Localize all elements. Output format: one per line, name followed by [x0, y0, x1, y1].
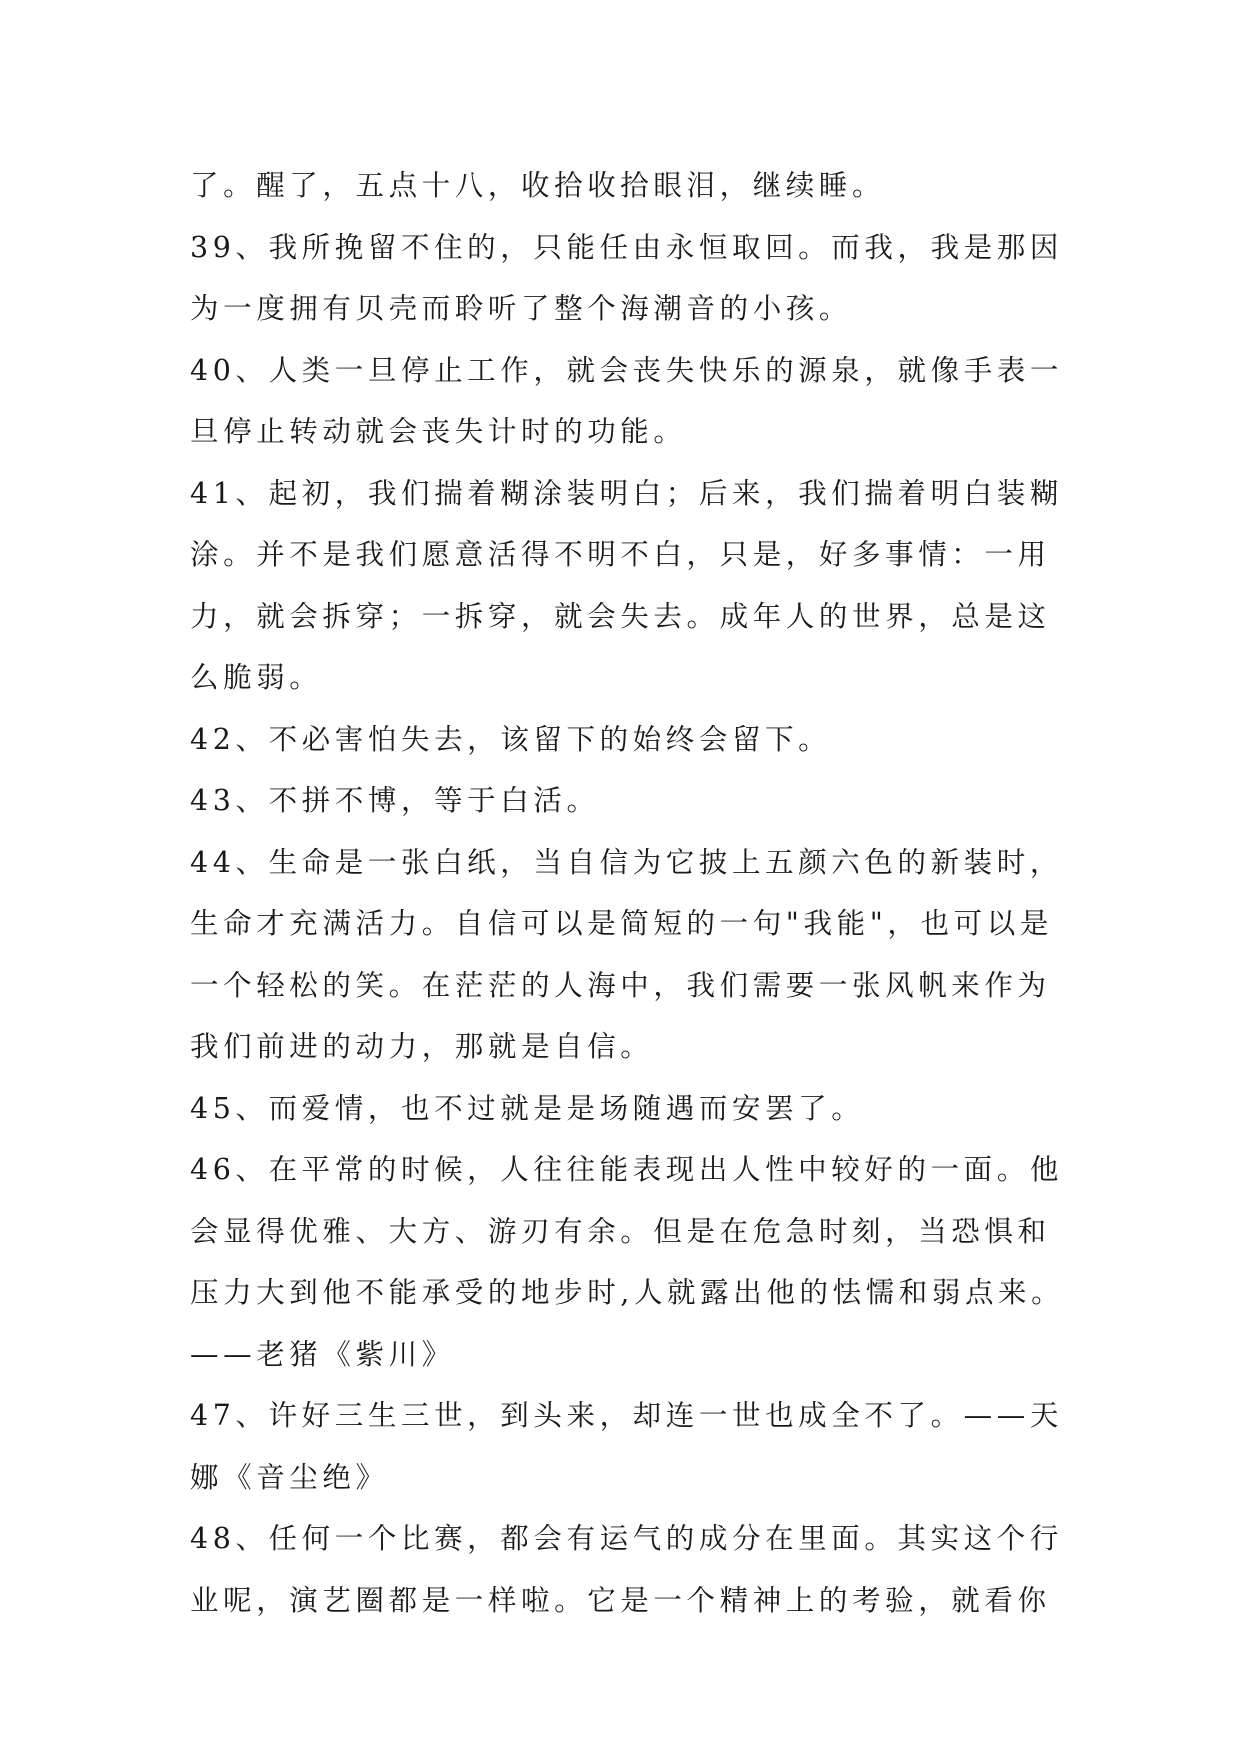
text-line: 为一度拥有贝壳而聆听了整个海潮音的小孩。 [190, 292, 853, 325]
text-line: 40、人类一旦停止工作，就会丧失快乐的源泉，就像手表一 [190, 353, 1063, 387]
text-line: 会显得优雅、大方、游刃有余。但是在危急时刻，当恐惧和 [190, 1214, 1051, 1248]
text-line: 涂。并不是我们愿意活得不明不白，只是，好多事情：一用 [190, 538, 1051, 571]
text-line: 压力大到他不能承受的地步时,人就露出他的怯懦和弱点来。 [190, 1276, 1065, 1309]
text-line: 46、在平常的时候，人往往能表现出人性中较好的一面。他 [190, 1153, 1063, 1186]
text-line: 旦停止转动就会丧失计时的功能。 [190, 415, 687, 448]
text-line: 么脆弱。 [190, 661, 323, 694]
text-line: 44、生命是一张白纸，当自信为它披上五颜六色的新装时， [190, 845, 1063, 879]
text-line: 一个轻松的笑。在茫茫的人海中，我们需要一张风帆来作为 [190, 968, 1051, 1002]
text-line: 了。醒了，五点十八，收拾收拾眼泪，继续睡。 [190, 169, 886, 202]
text-line: 42、不必害怕失去，该留下的始终会留下。 [190, 722, 832, 756]
text-line: 39、我所挽留不住的，只能任由永恒取回。而我，我是那因 [190, 230, 1063, 264]
text-line: 41、起初，我们揣着糊涂装明白；后来，我们揣着明白装糊 [190, 476, 1063, 510]
text-line: ——老猪《紫川》 [190, 1337, 455, 1371]
text-line: 生命才充满活力。自信可以是简短的一句"我能"，也可以是 [190, 907, 1053, 940]
document-body [190, 155, 1070, 1631]
text-line: 力，就会拆穿；一拆穿，就会失去。成年人的世界，总是这 [190, 599, 1051, 633]
text-line: 48、任何一个比赛，都会有运气的成分在里面。其实这个行 [190, 1522, 1063, 1555]
text-line: 我们前进的动力，那就是自信。 [190, 1030, 654, 1063]
text-line: 43、不拼不博，等于白活。 [190, 784, 600, 817]
text-line: 娜《音尘绝》 [190, 1460, 389, 1494]
text-line: 45、而爱情，也不过就是是场随遇而安罢了。 [190, 1091, 865, 1125]
text-line: 业呢，演艺圈都是一样啦。它是一个精神上的考验，就看你 [190, 1583, 1051, 1617]
text-line: 47、许好三生三世，到头来，却连一世也成全不了。——天 [190, 1399, 1063, 1432]
